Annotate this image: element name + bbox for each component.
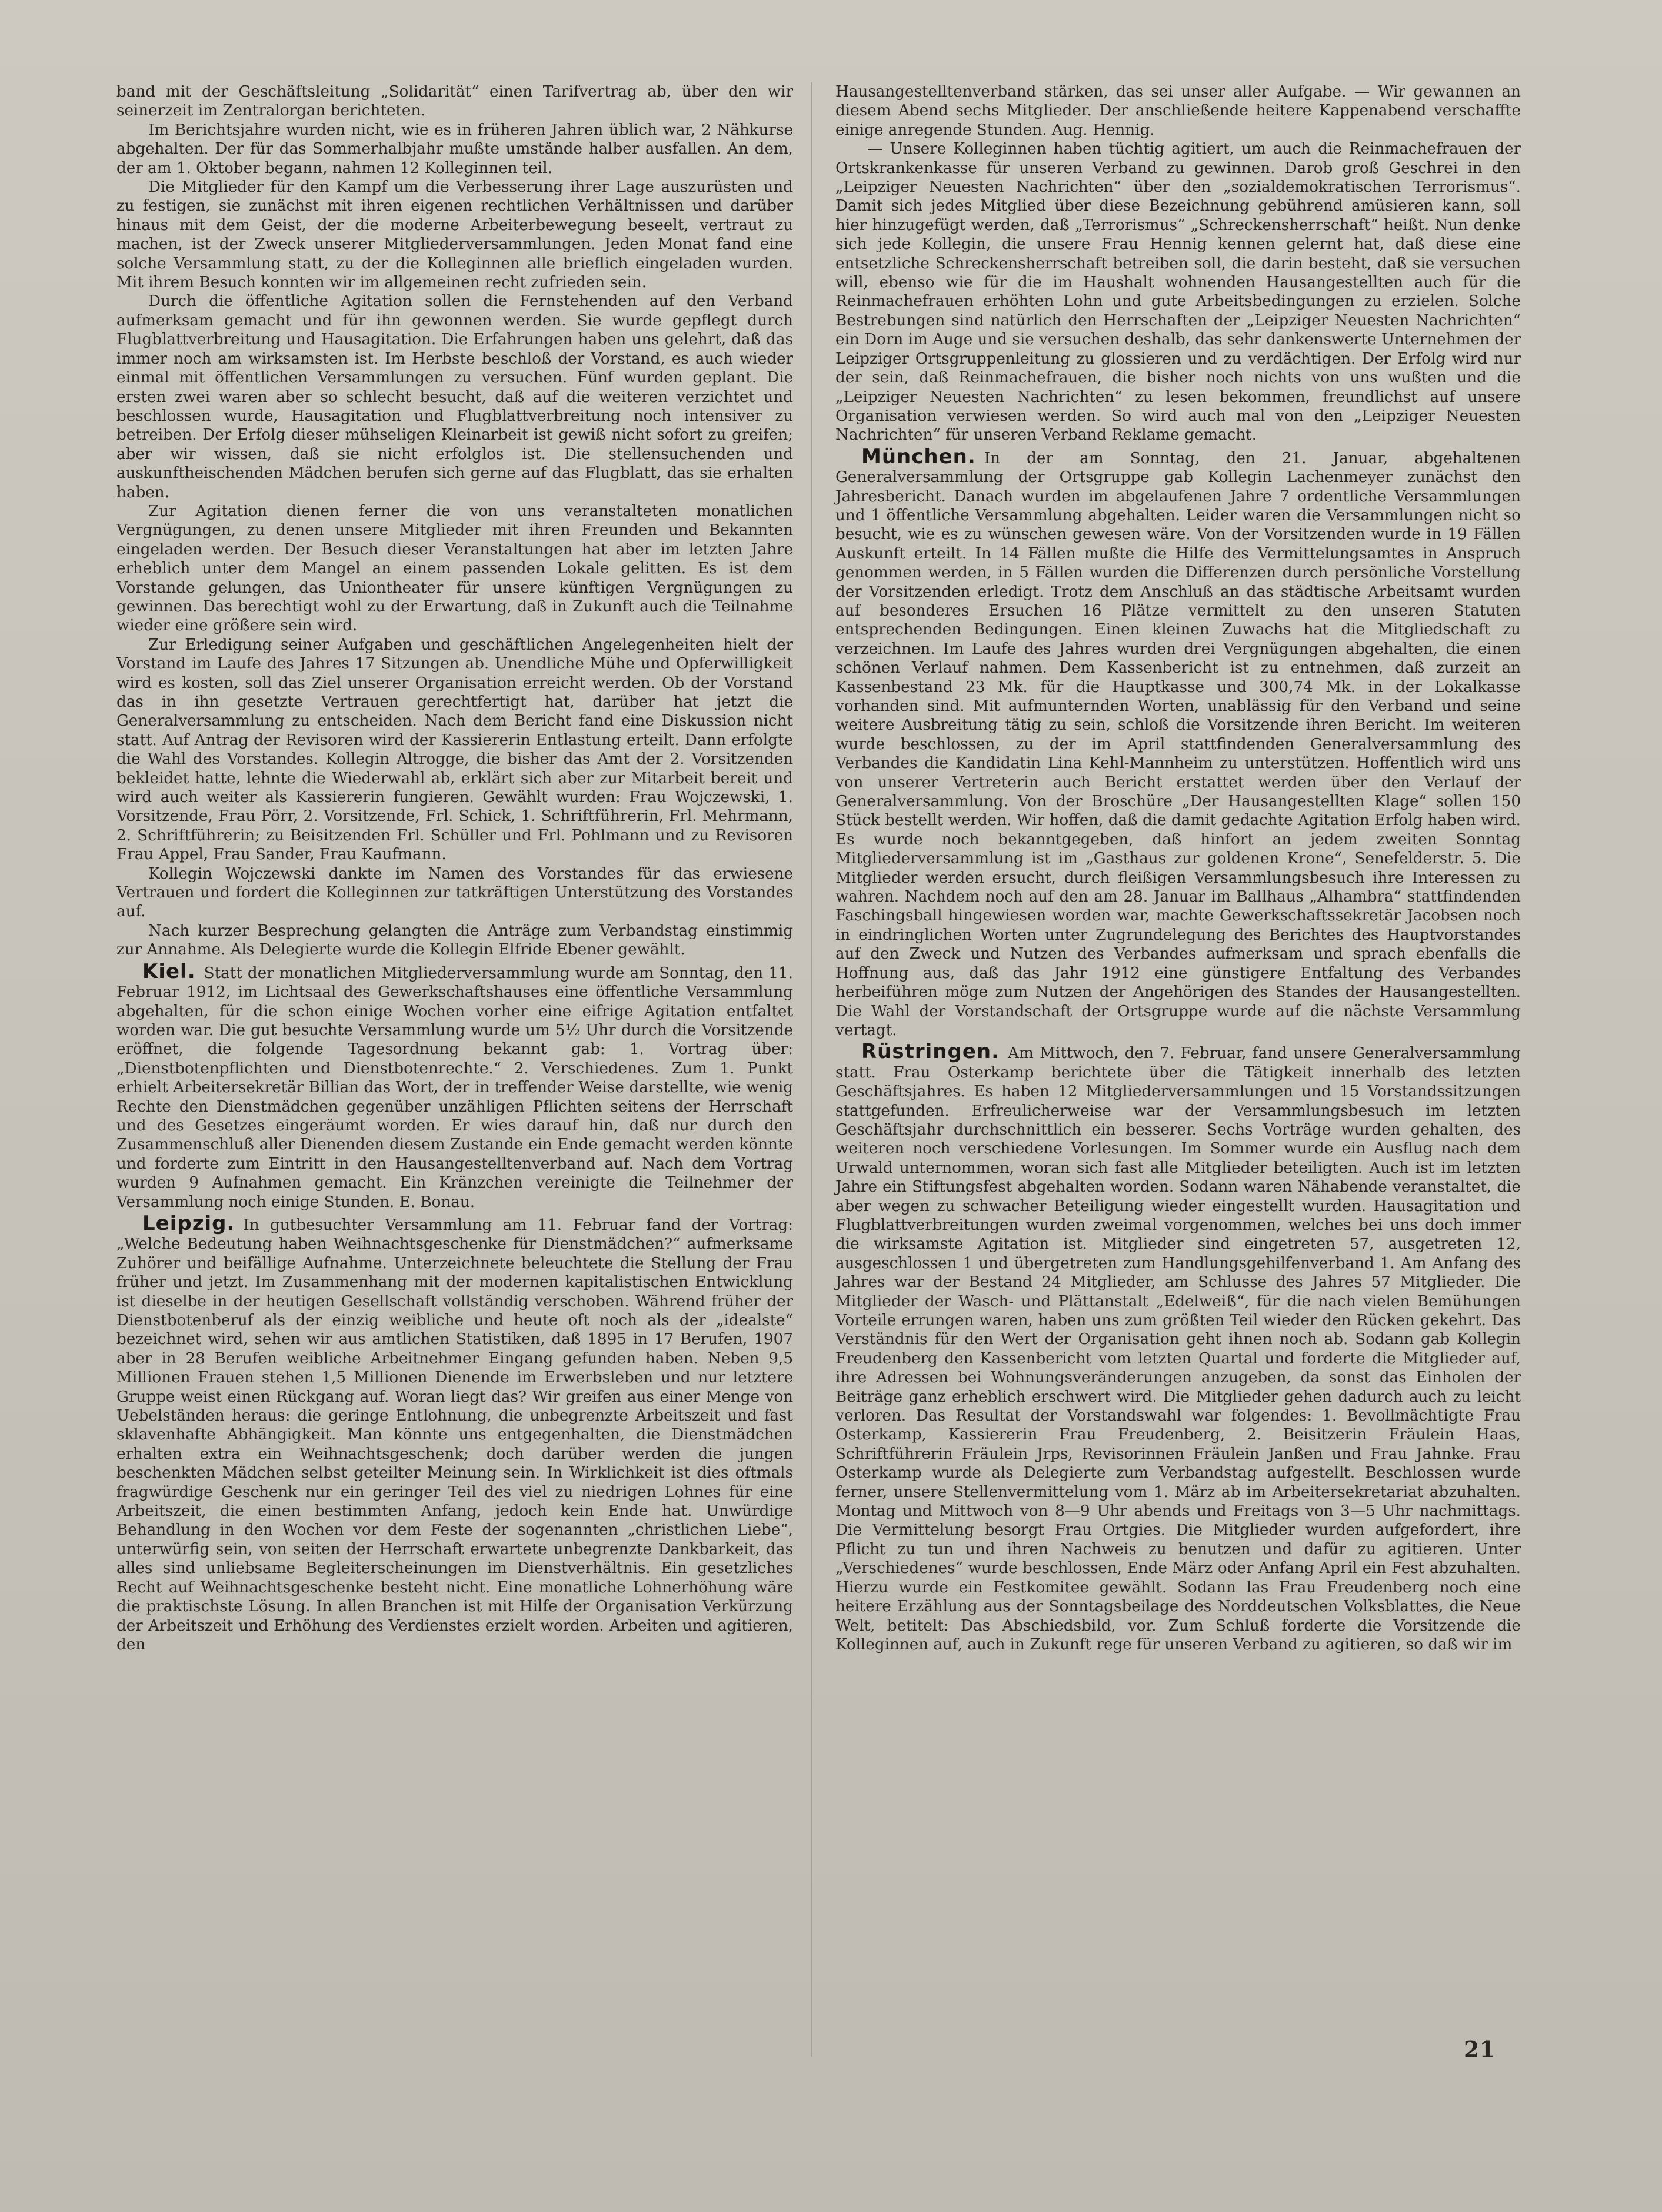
right-column: [835, 82, 1521, 1654]
city-report-section: [835, 444, 1521, 1040]
body-paragraph: Kollegin Wojczewski dankte im Namen des Vorstandes für das erwiesene Vertrauen und fordert die Kolleginnen zur tatkräftigen Unterstützung des Vorstandes auf.: [116, 864, 793, 921]
section-text: Am Mittwoch, den 7. Februar, fand unsere Generalversammlung statt. Frau Osterkamp berichtete über die Tätigkeit innerhalb des letzten Geschäftsjahres. Es haben 12 Mitgliederversammlungen und 15 Vorstandssitzungen stattgefunden. Erfreulicherweise war der Versammlungsbesuch im letzten Geschäftsjahr durchschnittlich ein besserer. Sechs Vorträge wurden gehalten, des weiteren noch verschiedene Vorlesungen. Im Sommer wurde ein Ausflug nach dem Urwald unternommen, woran sich fast alle Mitglieder beteiligten. Auch ist im letzten Jahre ein Stiftungsfest abgehalten worden. Sodann waren Nähabende veranstaltet, die aber wegen zu schwacher Beteiligung wieder eingestellt wurden. Hausagitation und Flugblattverbreitungen wurden zweimal vorgenommen, welches bei uns doch immer die wirksamste Agitation ist. Mitglieder sind eingetreten 57, ausgetreten 12, ausgeschlossen 1 und übergetreten zum Handlungsgehilfenverband 1. Am Anfang des Jahres war der Bestand 24 Mitglieder, am Schlusse des Jahres 57 Mitglieder. Die Mitglieder der Wasch- und Plättanstalt „Edelweiß“, für die nach vielen Bemühungen Vorteile errungen waren, haben uns zum größten Teil wieder den Rücken gekehrt. Das Verständnis für den Wert der Organisation geht ihnen noch ab. Sodann gab Kollegin Freudenberg den Kassenbericht vom letzten Quartal und forderte die Mitglieder auf, ihre Adressen bei Wohnungsveränderungen anzugeben, da sonst das Einholen der Beiträge ganz erheblich erschwert wird. Die Mitglieder gehen dadurch auch zu leicht verloren. Das Resultat der Vorstandswahl war folgendes: 1. Bevollmächtigte Frau Osterkamp, Kassiererin Frau Freudenberg, 2. Beisitzerin Fräulein Haas, Schriftführerin Fräulein Jrps, Revisorinnen Fräulein Janßen und Frau Jahnke. Frau Osterkamp wurde als Delegierte zum Verbandstag aufgestellt. Beschlossen wurde ferner, unsere Stellenvermittelung vom 1. März ab im Arbeitersekretariat abzuhalten. Montag und Mittwoch von 8—9 Uhr abends und Freitags von 3—5 Uhr nachmittags. Die Vermittelung besorgt Frau Ortgies. Die Mitglieder wurden aufgefordert, ihre Pflicht zu tun und ihren Nachweis zu benutzen und dafür zu agitieren. Unter „Verschiedenes“ wurde beschlossen, Ende März oder Anfang April ein Fest abzuhalten. Hierzu wurde ein Festkomitee gewählt. Sodann las Frau Freudenberg noch eine heitere Erzählung aus der Sonntagsbeilage des Norddeutschen Volksblattes, die Neue Welt, betitelt: Das Abschiedsbild, vor. Zum Schluß forderte die Vorsitzende die Kolleginnen auf, auch in Zukunft rege für unseren Verband zu agitieren, so daß wir im: [835, 1045, 1521, 1654]
city-report-section: [116, 959, 793, 1212]
body-paragraph: — Unsere Kolleginnen haben tüchtig agitiert, um auch die Reinmachefrauen der Ortskrankenkasse für unseren Verband zu gewinnen. Darob groß Geschrei in den „Leipziger Neuesten Nachrichten“ über den „sozialdemokratischen Terrorismus“. Damit sich jedes Mitglied über diese Bezeichnung gebührend amüsieren kann, soll hier hinzugefügt werden, daß „Terrorismus“ „Schreckensherrschaft“ heißt. Nun denke sich jede Kollegin, die unsere Frau Hennig kennen gelernt hat, daß diese eine entsetzliche Schreckensherrschaft betreiben soll, die darin besteht, daß sie versuchen will, ebenso wie für die im Haushalt wohnenden Hausangestellten auch für die Reinmachefrauen erhöhten Lohn und gute Arbeitsbedingungen zu erzielen. Solche Bestrebungen sind natürlich den Herrschaften der „Leipziger Neuesten Nachrichten“ ein Dorn im Auge und sie versuchen deshalb, das sehr dankenswerte Unternehmen der Leipziger Ortsgruppenleitung zu glossieren und zu verdächtigen. Der Erfolg wird nur der sein, daß Reinmachefrauen, die bisher noch nichts von uns wußten und die „Leipziger Neuesten Nachrichten“ zu lesen bekommen, freundlichst auf unsere Organisation verwiesen werden. So wird auch mal von den „Leipziger Neuesten Nachrichten“ für unseren Verband Reklame gemacht.: [835, 140, 1521, 444]
city-heading: Leipzig.: [142, 1211, 235, 1235]
section-text: In gutbesuchter Versammlung am 11. Februar fand der Vortrag: „Welche Bedeutung haben Weihnachtsgeschenke für Dienstmädchen?“ aufmerksame Zuhörer und beifällige Aufnahme. Unterzeichnete beleuchtete die Stellung der Frau früher und jetzt. Im Zusammenhang mit der modernen kapitalistischen Entwicklung ist dieselbe in der heutigen Gesellschaft vollständig verschoben. Während früher der Dienstbotenberuf als der einzig weibliche und heute oft noch als der „idealste“ bezeichnet wird, sehen wir aus amtlichen Statistiken, daß 1895 in 17 Berufen, 1907 aber in 28 Berufen weibliche Arbeitnehmer Eingang gefunden haben. Neben 9,5 Millionen Frauen stehen 1,5 Millionen Dienende im Erwerbsleben und nur letztere Gruppe weist einen Rückgang auf. Woran liegt das? Wir greifen aus einer Menge von Uebelständen heraus: die geringe Entlohnung, die unbegrenzte Arbeitszeit und fast sklavenhafte Abhängigkeit. Man könnte uns entgegenhalten, die Dienstmädchen erhalten extra ein Weihnachtsgeschenk; doch darüber werden die jungen beschenkten Mädchen selbst geteilter Meinung sein. In Wirklichkeit ist dies oftmals fragwürdige Geschenk nur ein geringer Teil des viel zu niedrigen Lohnes für eine Arbeitszeit, die einen bestimmten Anfang, jedoch kein Ende hat. Unwürdige Behandlung in den Wochen vor dem Feste der sogenannten „christlichen Liebe“, unterwürfig sein, von seiten der Herrschaft erwartete unbegrenzte Dankbarkeit, das alles sind unliebsame Begleiterscheinungen im Dienstverhältnis. Ein gesetzliches Recht auf Weihnachtsgeschenke besteht nicht. Eine monatliche Lohnerhöhung wäre die praktischste Lösung. In allen Branchen ist mit Hilfe der Organisation Verkürzung der Arbeitszeit und Erhöhung des Verdienstes erzielt worden. Arbeiten und agitieren, den: [116, 1216, 793, 1654]
section-text: Statt der monatlichen Mitgliederversammlung wurde am Sonntag, den 11. Februar 1912, im Lichtsaal des Gewerkschaftshauses eine öffentliche Versammlung abgehalten, für die schon einige Wochen vorher eine eifrige Agitation entfaltet worden war. Die gut besuchte Versammlung wurde um 5½ Uhr durch die Vorsitzende eröffnet, die folgende Tagesordnung bekannt gab: 1. Vortrag über: „Dienstbotenpflichten und Dienstbotenrechte.“ 2. Verschiedenes. Zum 1. Punkt erhielt Arbeitersekretär Billian das Wort, der in treffender Weise darstellte, wie wenig Rechte den Dienstmädchen gegenüber unzähligen Pflichten seitens der Herrschaft und des Gesetzes eingeräumt worden. Er wies darauf hin, daß nur durch den Zusammenschluß aller Dienenden diesem Zustande ein Ende gemacht werden könnte und forderte zum Eintritt in den Hausangestelltenverband auf. Nach dem Vortrag wurden 9 Aufnahmen gemacht. Ein Kränzchen vereinigte die Teilnehmer der Versammlung noch einige Stunden. E. Bonau.: [116, 964, 793, 1211]
page-number: 21: [1464, 2036, 1495, 2063]
column-divider: [811, 82, 812, 2057]
city-heading: Kiel.: [142, 959, 196, 983]
body-paragraph: Im Berichtsjahre wurden nicht, wie es in früheren Jahren üblich war, 2 Nähkurse abgehalten. Der für das Sommerhalbjahr mußte umstände halber ausfallen. An dem, der am 1. Oktober begann, nahmen 12 Kolleginnen teil.: [116, 121, 793, 177]
body-paragraph: Durch die öffentliche Agitation sollen die Fernstehenden auf den Verband aufmerksam gemacht und für ihn gewonnen werden. Sie wurde gepflegt durch Flugblattverbreitung und Hausagitation. Die Erfahrungen haben uns gelehrt, daß das immer noch am wirksamsten ist. Im Herbste beschloß der Vorstand, es auch wieder einmal mit öffentlichen Versammlungen zu versuchen. Fünf wurden geplant. Die ersten zwei waren aber so schlecht besucht, daß auf die weiteren verzichtet und beschlossen wurde, Hausagitation und Flugblattverbreitung noch intensiver zu betreiben. Der Erfolg dieser mühseligen Kleinarbeit ist gewiß nicht sofort zu greifen; aber wir wissen, daß sie nicht erfolglos ist. Die stellensuchenden und auskunftheischenden Mädchen berufen sich gerne auf das Flugblatt, das sie erhalten haben.: [116, 292, 793, 501]
left-column: [116, 82, 793, 1654]
city-report-section: [116, 1211, 793, 1654]
body-paragraph: Die Mitglieder für den Kampf um die Verbesserung ihrer Lage auszurüsten und zu festigen, sie zunächst mit ihren eigenen rechtlichen Verhältnissen und darüber hinaus mit dem Geist, der die moderne Arbeiterbewegung beseelt, vertraut zu machen, ist der Zweck unserer Mitgliederversammlungen. Jeden Monat fand eine solche Versammlung statt, zu der die Kolleginnen alle brieflich eingeladen wurden. Mit ihrem Besuch konnten wir im allgemeinen recht zufrieden sein.: [116, 178, 793, 292]
body-paragraph: band mit der Geschäftsleitung „Solidarität“ einen Tarifvertrag ab, über den wir seinerzeit im Zentralorgan berichteten.: [116, 83, 793, 120]
section-text: In der am Sonntag, den 21. Januar, abgehaltenen Generalversammlung der Ortsgruppe gab Kollegin Lachenmeyer zunächst den Jahresbericht. Danach wurden im abgelaufenen Jahre 7 ordentliche Versammlungen und 1 öffentliche Versammlung abgehalten. Leider waren die Versammlungen nicht so besucht, wie es zu wünschen gewesen wäre. Von der Vorsitzenden wurde in 19 Fällen Auskunft erteilt. In 14 Fällen mußte die Hilfe des Vermittelungsamtes in Anspruch genommen werden, in 5 Fällen wurden die Differenzen durch persönliche Vorstellung der Vorsitzenden erledigt. Trotz dem Anschluß an das städtische Arbeitsamt wurden auf besonderes Ersuchen 16 Plätze vermittelt zu den unseren Statuten entsprechenden Bedingungen. Einen kleinen Zuwachs hat die Mitgliedschaft zu verzeichnen. Im Laufe des Jahres wurden drei Vergnügungen abgehalten, die einen schönen Verlauf nahmen. Dem Kassenbericht ist zu entnehmen, daß zurzeit an Kassenbestand 23 Mk. für die Hauptkasse und 300,74 Mk. in der Lokalkasse vorhanden sind. Mit aufmunternden Worten, unablässig für den Verband und seine weitere Ausbreitung tätig zu sein, schloß die Vorsitzende ihren Bericht. Im weiteren wurde beschlossen, zu der im April stattfindenden Generalversammlung des Verbandes die Kandidatin Lina Kehl-Mannheim zu unterstützen. Hoffentlich wird uns von unserer Vertreterin auch Bericht erstattet werden über den Verlauf der Generalversammlung. Von der Broschüre „Der Hausangestellten Klage“ sollen 150 Stück bestellt werden. Wir hoffen, daß die damit gedachte Agitation Erfolg haben wird. Es wurde noch bekanntgegeben, daß hinfort an jedem zweiten Sonntag Mitgliederversammlung ist im „Gasthaus zur goldenen Krone“, Senefelderstr. 5. Die Mitglieder werden ersucht, durch fleißigen Versammlungsbesuch ihre Interessen zu wahren. Nachdem noch auf den am 28. Januar im Ballhaus „Alhambra“ stattfindenden Faschingsball hingewiesen worden war, machte Gewerkschaftssekretär Jacobsen noch in eindringlichen Worten unter Zugrundelegung des Berichtes des Hauptvorstandes auf den Zweck und Nutzen des Verbandes aufmerksam und sprach ebenfalls die Hoffnung aus, daß das Jahr 1912 eine günstigere Entfaltung des Verbandes herbeiführen möge zum Nutzen der Angehörigen des Standes der Hausangestellten. Die Wahl der Vorstandschaft der Ortsgruppe wurde auf die nächste Versammlung vertagt.: [835, 449, 1521, 1039]
body-paragraph: Zur Erledigung seiner Aufgaben und geschäftlichen Angelegenheiten hielt der Vorstand im Laufe des Jahres 17 Sitzungen ab. Unendliche Mühe und Opferwilligkeit wird es kosten, soll das Ziel unserer Organisation erreicht werden. Ob der Vorstand das in ihn gesetzte Vertrauen gerechtfertigt hat, darüber hat jetzt die Generalversammlung zu entscheiden. Nach dem Bericht fand eine Diskussion nicht statt. Auf Antrag der Revisoren wird der Kassiererin Entlastung erteilt. Dann erfolgte die Wahl des Vorstandes. Kollegin Altrogge, die bisher das Amt der 2. Vorsitzenden bekleidet hatte, lehnte die Wiederwahl ab, erklärt sich aber zur Mitarbeit bereit und wird auch weiter als Kassiererin fungieren. Gewählt wurden: Frau Wojczewski, 1. Vorsitzende, Frau Pörr, 2. Vorsitzende, Frl. Schick, 1. Schriftführerin, Frl. Mehrmann, 2. Schriftführerin; zu Beisitzenden Frl. Schüller und Frl. Pohlmann und zu Revisoren Frau Appel, Frau Sander, Frau Kaufmann.: [116, 636, 793, 864]
body-paragraph: Nach kurzer Besprechung gelangten die Anträge zum Verbandstag einstimmig zur Annahme. Als Delegierte wurde die Kollegin Elfride Ebener gewählt.: [116, 922, 793, 959]
city-report-section: [835, 1042, 1521, 1654]
body-paragraph: Zur Agitation dienen ferner die von uns veranstalteten monatlichen Vergnügungen, zu denen unsere Mitglieder mit ihren Freunden und Bekannten eingeladen werden. Der Besuch dieser Veranstaltungen hat aber im letzten Jahre erheblich unter dem Mangel an einem passenden Lokale gelitten. Es ist dem Vorstande gelungen, das Uniontheater für unsere künftigen Vergnügungen zu gewinnen. Das berechtigt wohl zu der Erwartung, daß in Zukunft auch die Teilnahme wieder eine größere sein wird.: [116, 502, 793, 635]
body-paragraph: Hausangestelltenverband stärken, das sei unser aller Aufgabe. — Wir gewannen an diesem Abend sechs Mitglieder. Der anschließende heitere Kappenabend verschaffte einige anregende Stunden. Aug. Hennig.: [835, 83, 1521, 139]
city-heading: München.: [861, 444, 976, 468]
city-heading: Rüstringen.: [861, 1040, 1000, 1064]
